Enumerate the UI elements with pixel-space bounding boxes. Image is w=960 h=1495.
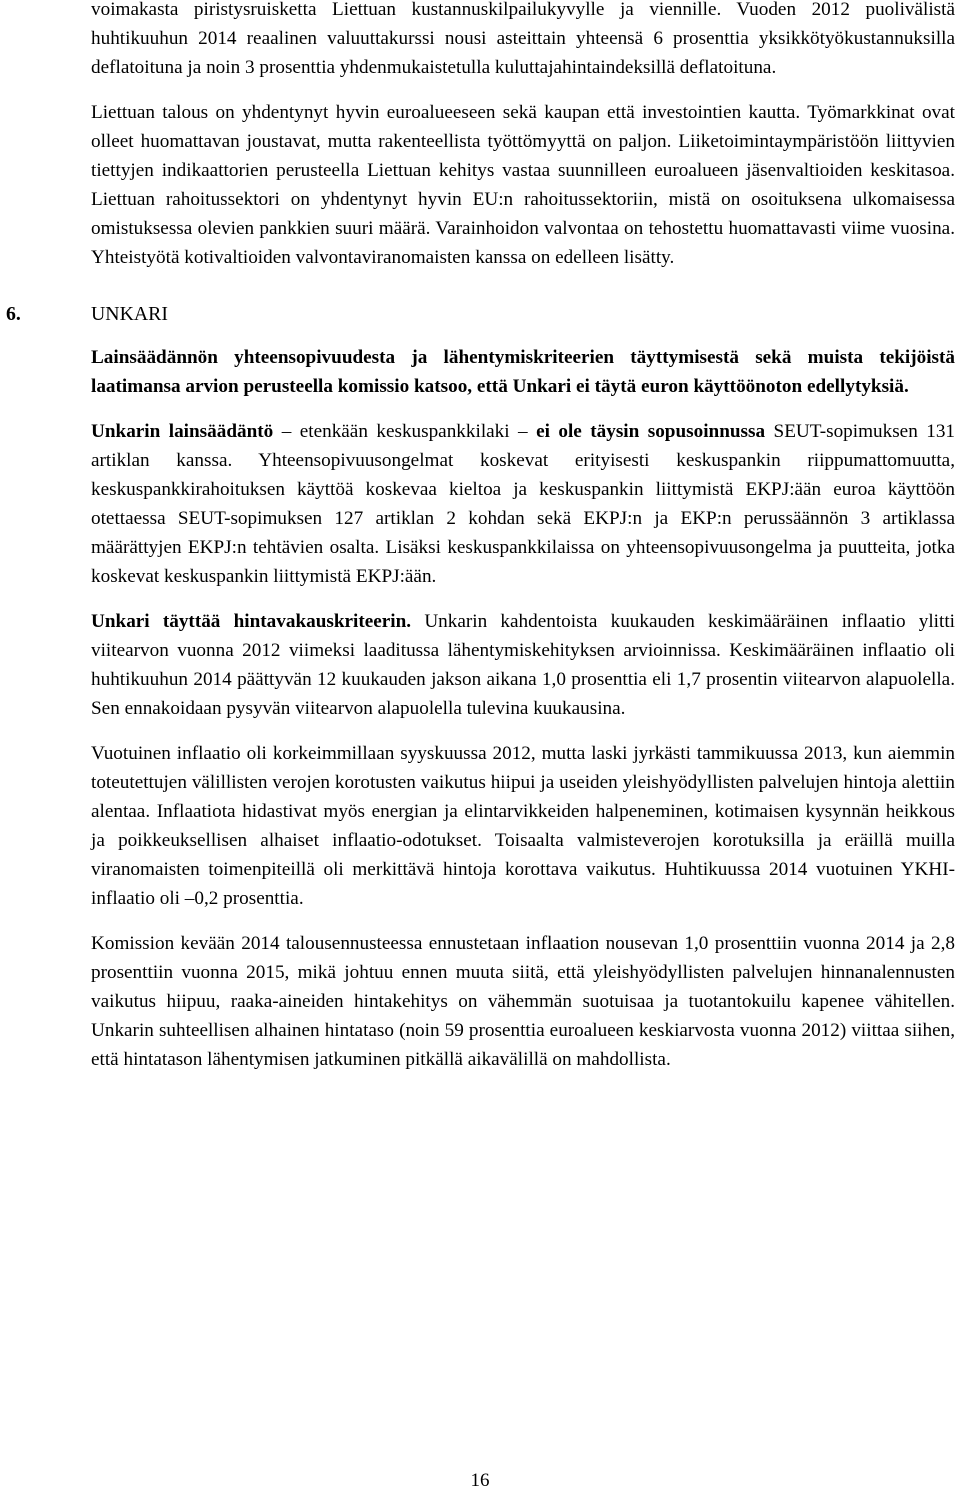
document-body [6, 0, 956, 1074]
price-stability-bold: Unkari täyttää hintavakauskriteerin. [91, 611, 412, 632]
paragraph-hungary-legislation [91, 417, 955, 591]
section-title: UNKARI [91, 303, 168, 325]
paragraph-hungary-conclusion [91, 343, 955, 401]
legislation-text-2: SEUT-sopimuksen 131 artiklan kanssa. Yhteensopivuusongelmat koskevat erityisesti keskuspankin riippumattomuutta, keskuspankkirahoituksen käyttöä koskevaa kieltoa ja keskuspankin liittymistä EKPJ:ään euroa käyttöön otettaessa SEUT-sopimuksen 127 artiklan 2 kohdan sekä EKPJ:n ja EKP:n perussäännön 3 artiklassa määrättyjen EKPJ:n tehtävien osalta. Lisäksi keskuspankkilaissa on yhteensopivuusongelma ja puutteita, jotka koskevat keskuspankin liittymistä EKPJ:ään. [91, 421, 956, 587]
legislation-bold-2: ei ole täysin sopusoinnussa [536, 421, 766, 442]
section-heading [6, 300, 955, 329]
paragraph-lithuania-exchange-rate: voimakasta piristysruisketta Liettuan kustannuskilpailukyvylle ja viennille. Vuoden 2012 puolivälistä huhtikuuhun 2014 reaalinen valuuttakurssi nousi asteittain yhteensä 6 prosenttia yksikkötyökustannuksilla deflatoituna ja noin 3 prosenttia yhdenmukaistetulla kuluttajahintaindeksillä deflatoituna. [91, 0, 955, 78]
legislation-bold-1: Unkarin lainsäädäntö [91, 421, 274, 442]
price-stability-text: Unkarin kahdentoista kuukauden keskimääräinen inflaatio ylitti viitearvon vuonna 2012 viimeksi laaditussa lähentymiskehityksen arvioinnissa. Keskimääräinen inflaatio oli huhtikuuhun 2014 päättyvän 12 kuukauden jakson aikana 1,0 prosenttia eli 1,7 prosentin viitearvon alapuolella. Sen ennakoidaan pysyvän viitearvon alapuolella tulevina kuukausina. [91, 611, 955, 719]
legislation-text-1: – etenkään keskuspankkilaki – [273, 421, 537, 442]
conclusion-text: Lainsäädännön yhteensopivuudesta ja lähentymiskriteerien täyttymisestä sekä muista tekijöistä laatimansa arvion perusteella komissio katsoo, että Unkari ei täytä euron käyttöönoton edellytyksiä. [91, 347, 955, 397]
paragraph-hungary-forecast: Komission kevään 2014 talousennusteessa ennustetaan inflaation nousevan 1,0 prosenttiin vuonna 2014 ja 2,8 prosenttiin vuonna 2015, mikä johtuu ennen muuta siitä, että yleishyödyllisten palvelujen hinnanalennusten vaikutus hiipuu, raaka-aineiden hintakehitys on vähemmän suotuisaa ja tuotantokuilu kapenee vähitellen. Unkarin suhteellisen alhainen hintataso (noin 59 prosenttia euroalueen keskiarvosta vuonna 2012) viittaa siihen, että hintatason lähentymisen jatkuminen pitkällä aikavälillä on mahdollista. [91, 933, 955, 1070]
page-number: 16 [470, 1470, 490, 1491]
section-number: 6. [6, 303, 21, 325]
paragraph-lithuania-integration: Liettuan talous on yhdentynyt hyvin euroalueeseen sekä kaupan että investointien kautta. Työmarkkinat ovat olleet huomattavan joustavat, mutta rakenteellista työttömyyttä on paljon. Liiketoimintaympäristöön liittyvien tiettyjen indikaattorien perusteella Liettuan kehitys vastaa suunnilleen euroalueen jäsenvaltioiden keskitasoa. Liettuan rahoitussektori on yhdentynyt hyvin EU:n rahoitussektoriin, mistä on osoituksena ulkomaisessa omistuksessa olevien pankkien suuri määrä. Varainhoidon valvontaa on tehostettu huomattavasti viime vuosina. Yhteistyötä kotivaltioiden valvontaviranomaisten kanssa on edelleen lisätty. [91, 102, 955, 268]
paragraph-hungary-annual-inflation: Vuotuinen inflaatio oli korkeimmillaan syyskuussa 2012, mutta laski jyrkästi tammikuussa 2013, kun aiemmin toteutettujen välillisten verojen korotusten vaikutus hiipui ja useiden yleishyödyllisten palvelujen hintoja alettiin alentaa. Inflaatiota hidastivat myös energian ja elintarvikkeiden halpeneminen, kotimaisen kysynnän heikkous ja poikkeuksellisen alhaiset inflaatio-odotukset. Toisaalta valmisteverojen korotuksilla ja eräillä muilla viranomaisten toimenpiteillä oli merkittävä hintoja korottava vaikutus. Huhtikuussa 2014 vuotuinen YKHI-inflaatio oli –0,2 prosenttia. [91, 743, 955, 909]
paragraph-hungary-price-stability [91, 607, 955, 723]
